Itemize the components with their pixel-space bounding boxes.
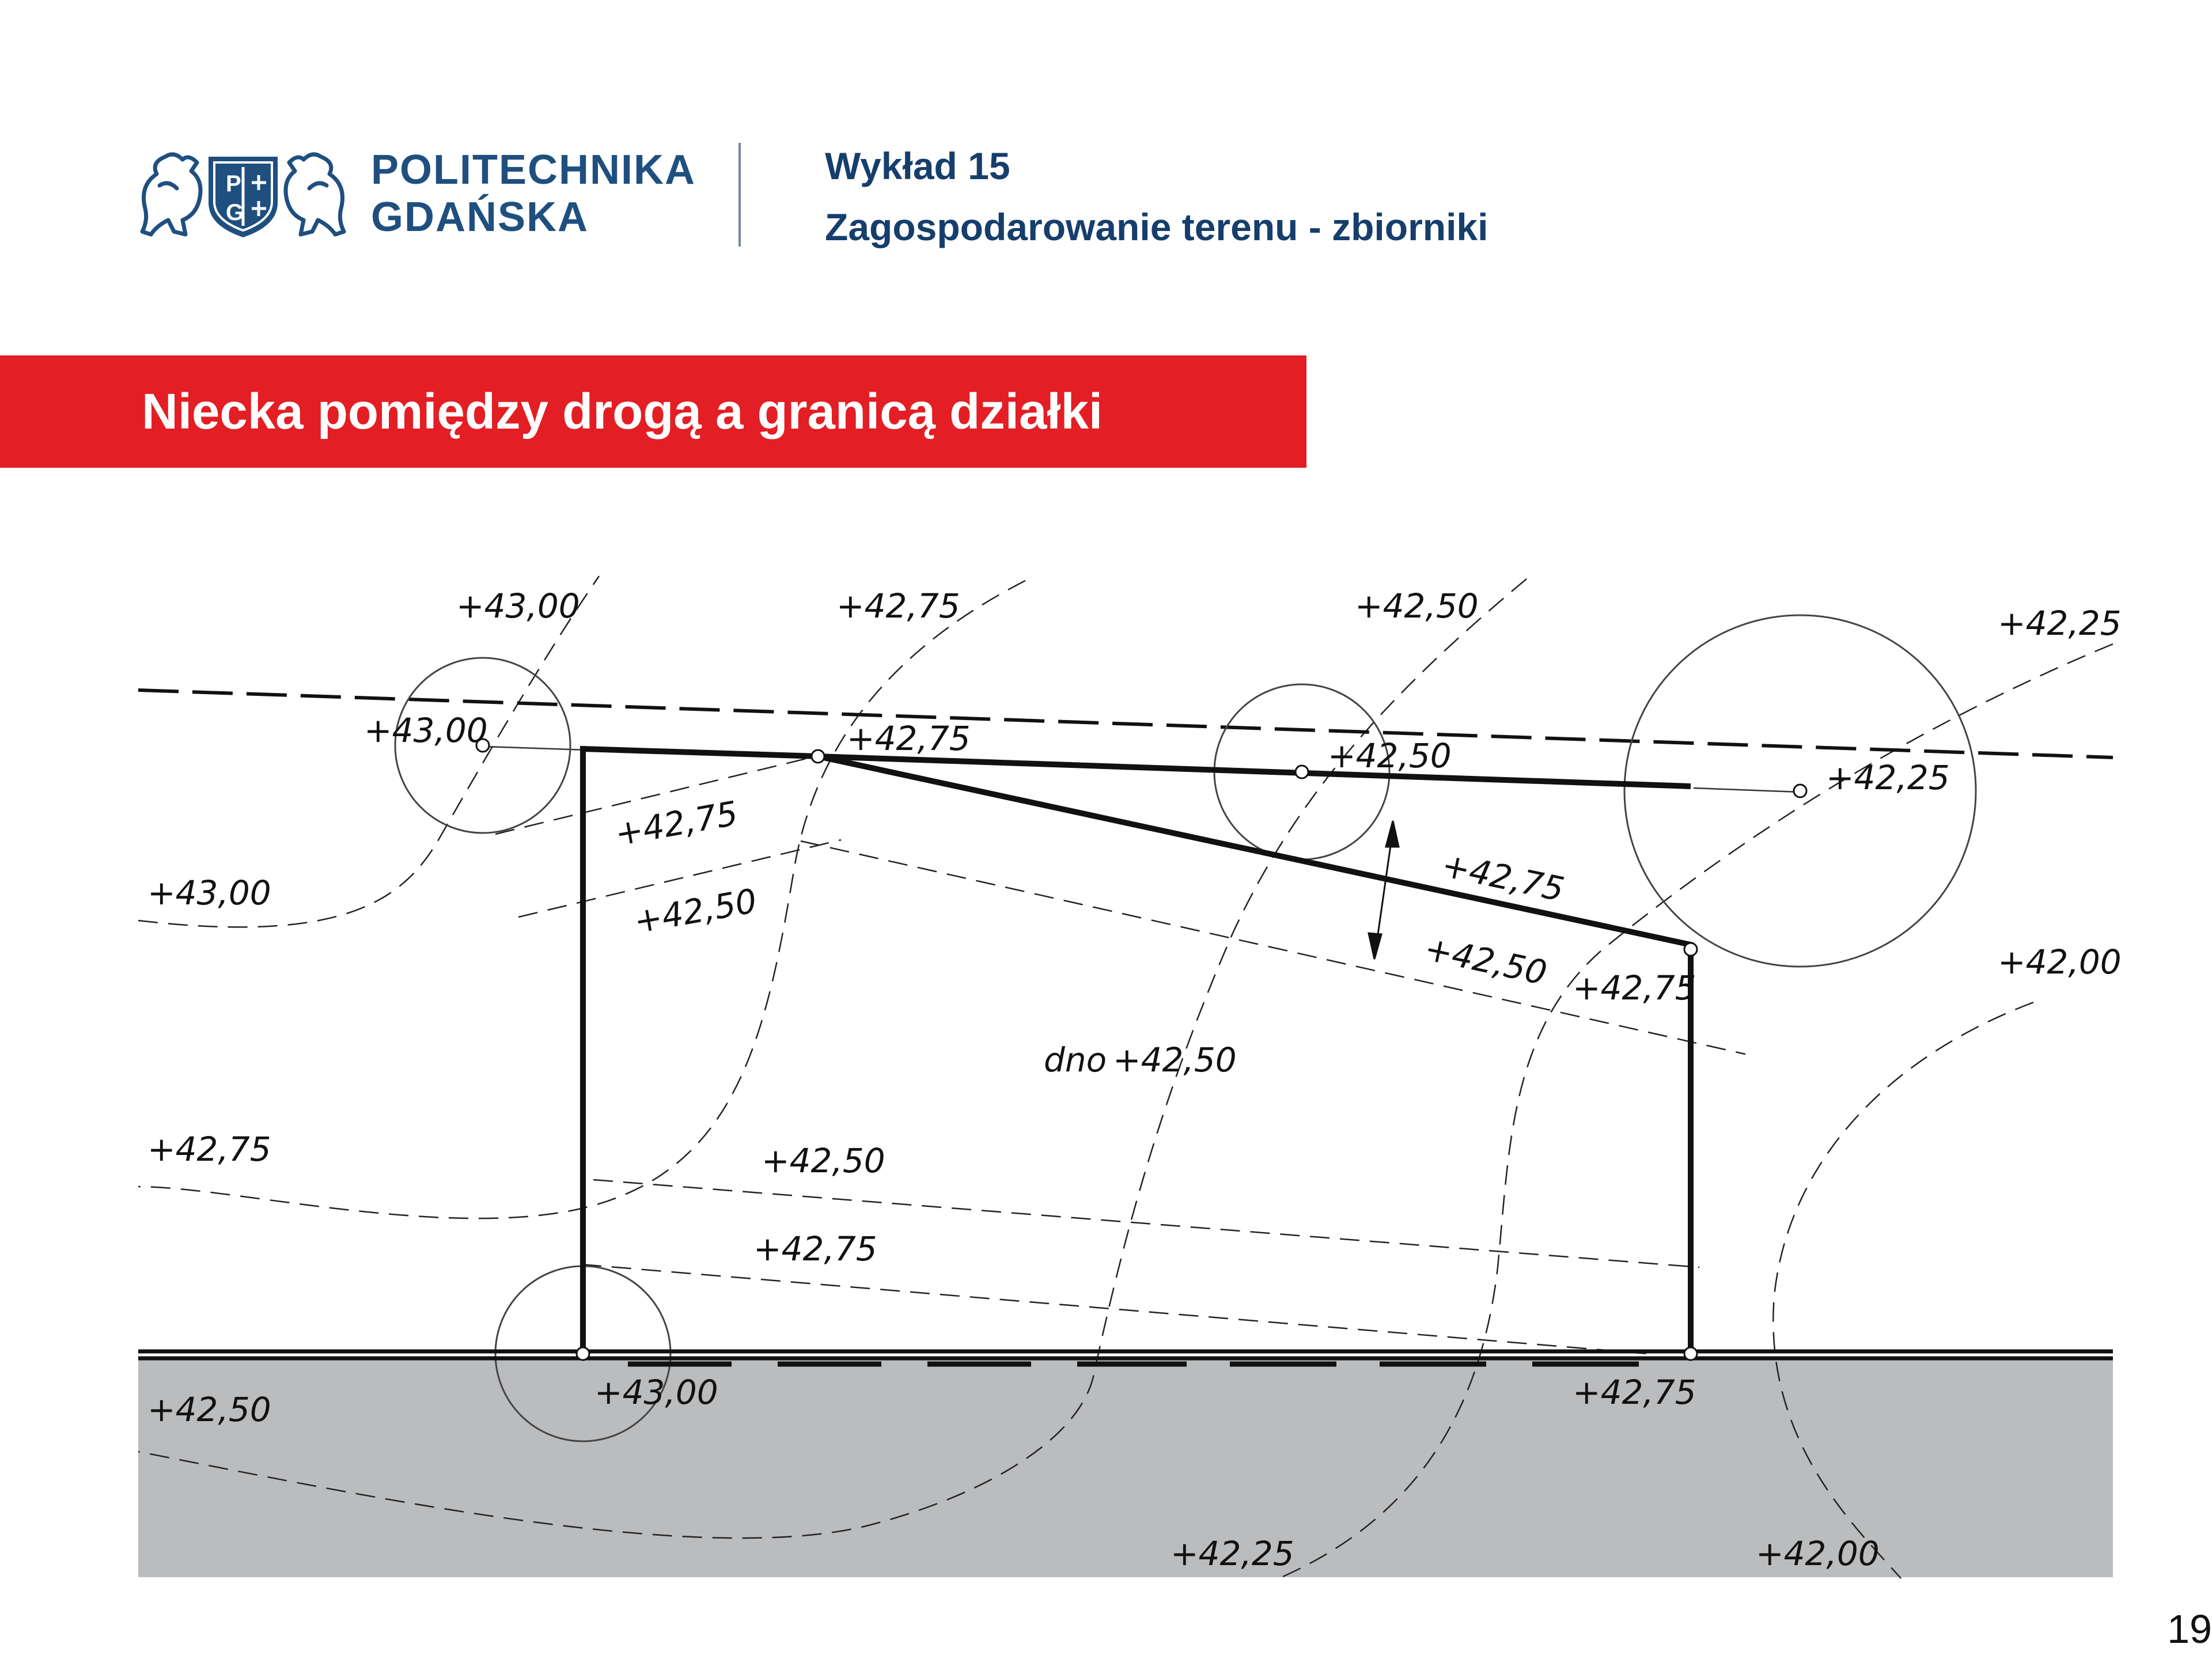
- page-number: 19: [2167, 1607, 2212, 1652]
- label-top-42-50: +42,50: [1355, 586, 1479, 626]
- label-bottom-42-25: +42,25: [1171, 1534, 1294, 1573]
- reference-circles: [395, 615, 1976, 1441]
- label-ground-43-00: +43,00: [594, 1373, 718, 1412]
- label-top-42-25: +42,25: [1998, 604, 2122, 643]
- label-basin-bottom-text: dno: [1044, 1040, 1107, 1080]
- label-right-42-00: +42,00: [1998, 942, 2122, 982]
- slide-title: Niecka pomiędzy drogą a granicą działki: [142, 384, 1103, 440]
- label-corner-42-75: +42,75: [1573, 968, 1696, 1007]
- logo-line-2: GDAŃSKA: [371, 194, 589, 240]
- label-slope-42-75: +42,75: [1438, 845, 1568, 910]
- logo-line-1: POLITECHNIKA: [371, 147, 696, 193]
- label-bottom-inner-42-75: +42,75: [753, 1229, 877, 1268]
- lecture-number: Wykład 15: [825, 145, 1010, 187]
- lecture-subject: Zagospodarowanie terenu - zbiorniki: [825, 206, 1488, 248]
- contour-inner-d: [582, 1264, 1647, 1354]
- label-left-42-75: +42,75: [147, 1130, 271, 1169]
- label-inner-42-75-a: +42,75: [612, 793, 741, 854]
- label-point-42-75: +42,75: [847, 719, 971, 758]
- label-left-42-50: +42,50: [147, 1390, 271, 1429]
- label-basin-bottom-value: +42,50: [1113, 1040, 1237, 1080]
- label-top-43-00: +43,00: [456, 586, 580, 626]
- crest-letter-p: P: [226, 171, 241, 196]
- contour-inner-b: [801, 841, 1745, 1054]
- plot-boundary: [138, 1351, 2113, 1358]
- label-point-43-00: +43,00: [364, 711, 488, 750]
- label-point-42-50: +42,50: [1328, 736, 1452, 775]
- label-point-42-25: +42,25: [1826, 758, 1950, 797]
- slope-arrow: [1369, 821, 1399, 959]
- crest-letter-g: G: [226, 200, 244, 225]
- label-bottom-42-00: +42,00: [1756, 1534, 1880, 1573]
- label-top-42-75: +42,75: [836, 586, 960, 626]
- label-left-43-00: +43,00: [147, 873, 271, 912]
- label-ground-42-75: +42,75: [1573, 1373, 1696, 1412]
- label-slope-42-50: +42,50: [1421, 929, 1551, 993]
- label-inner-42-50-a: +42,50: [631, 881, 760, 941]
- label-bottom-inner-42-50: +42,50: [762, 1141, 885, 1180]
